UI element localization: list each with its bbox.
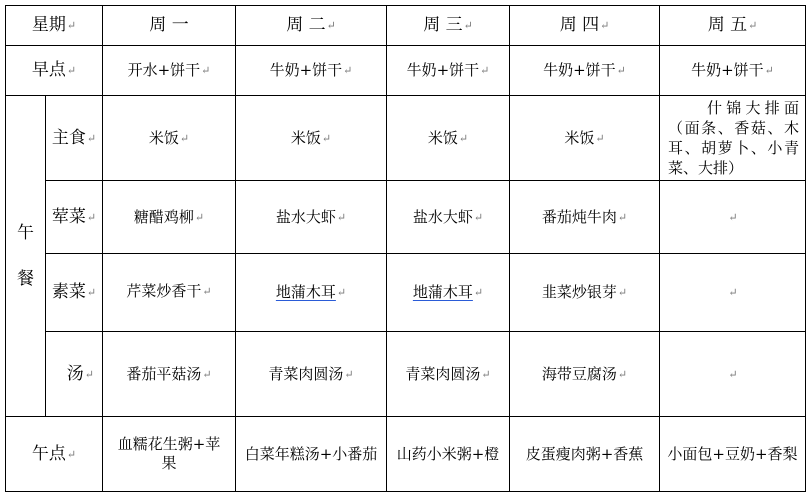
soup-label bbox=[46, 332, 102, 416]
paragraph-mark: ↵ bbox=[179, 131, 190, 145]
paragraph-mark: ↵ bbox=[463, 19, 473, 32]
afternoon-wed bbox=[387, 417, 509, 491]
breakfast-label bbox=[6, 46, 102, 95]
day-label: 周 三 bbox=[423, 15, 463, 35]
paragraph-mark: ↵ bbox=[66, 19, 77, 32]
header-day-wed bbox=[387, 6, 509, 45]
header-corner bbox=[6, 6, 102, 45]
paragraph-mark: ↵ bbox=[86, 210, 97, 224]
paragraph-mark: ↵ bbox=[473, 210, 484, 224]
day-label: 周 四 bbox=[559, 15, 600, 35]
menu-item: 牛奶+饼干 bbox=[543, 61, 616, 79]
staple-thu bbox=[510, 96, 659, 180]
row-label: 午点 bbox=[31, 443, 66, 464]
paragraph-mark: ↵ bbox=[458, 131, 469, 145]
paragraph-mark: ↵ bbox=[748, 19, 758, 32]
lunch-label bbox=[6, 96, 45, 416]
menu-item: 牛奶+饼干 bbox=[691, 61, 764, 79]
paragraph-mark: ↵ bbox=[321, 131, 332, 145]
menu-item: 番茄平菇汤 bbox=[126, 364, 202, 383]
afternoon-mon bbox=[103, 417, 235, 491]
header-day-thu bbox=[510, 6, 659, 45]
paragraph-mark: ↵ bbox=[66, 64, 77, 77]
breakfast-wed bbox=[387, 46, 509, 95]
paragraph-mark: ↵ bbox=[617, 286, 628, 299]
breakfast-tue bbox=[236, 46, 386, 95]
staple-tue bbox=[236, 96, 386, 180]
paragraph-mark: ↵ bbox=[764, 64, 774, 77]
paragraph-mark: ↵ bbox=[201, 64, 211, 77]
vegetable-wed bbox=[387, 254, 509, 331]
paragraph-mark: ↵ bbox=[600, 19, 610, 32]
paragraph-mark: ↵ bbox=[194, 210, 205, 224]
paragraph-mark: ↵ bbox=[728, 367, 738, 381]
vegetable-fri bbox=[660, 254, 805, 331]
paragraph-mark: ↵ bbox=[728, 210, 738, 224]
menu-item: 青菜肉圆汤 bbox=[405, 364, 481, 383]
vegetable-thu bbox=[510, 254, 659, 331]
menu-item: 盐水大虾 bbox=[412, 207, 473, 226]
row-label: 汤 bbox=[66, 363, 84, 384]
header-day-fri bbox=[660, 6, 805, 45]
soup-fri bbox=[660, 332, 805, 416]
day-label: 周 一 bbox=[149, 15, 189, 35]
menu-item: 牛奶+饼干 bbox=[269, 61, 343, 79]
row-label: 早点 bbox=[31, 60, 66, 80]
paragraph-mark: ↵ bbox=[336, 286, 347, 299]
paragraph-mark: ↵ bbox=[617, 210, 628, 224]
soup-thu bbox=[510, 332, 659, 416]
afternoon-tue bbox=[236, 417, 386, 491]
menu-item: 青菜肉圆汤 bbox=[268, 364, 344, 383]
menu-item: 开水+饼干 bbox=[127, 61, 201, 79]
paragraph-mark: ↵ bbox=[481, 367, 491, 381]
menu-item: 芹菜炒香干 bbox=[126, 282, 202, 300]
menu-item: 小面包+豆奶+香梨 bbox=[667, 444, 798, 463]
breakfast-fri bbox=[660, 46, 805, 95]
menu-item: 山药小米粥+橙 bbox=[396, 444, 500, 463]
menu-item: 地蒲木耳 bbox=[412, 283, 473, 301]
menu-item: 地蒲木耳 bbox=[275, 283, 336, 301]
grid-line bbox=[5, 491, 806, 492]
menu-item: 白菜年糕汤+小番茄 bbox=[244, 444, 378, 463]
afternoon-fri bbox=[660, 417, 805, 491]
breakfast-mon bbox=[103, 46, 235, 95]
menu-item: 糖醋鸡柳 bbox=[133, 207, 194, 226]
paragraph-mark: ↵ bbox=[473, 286, 484, 299]
staple-mon bbox=[103, 96, 235, 180]
paragraph-mark: ↵ bbox=[480, 64, 490, 77]
paragraph-mark: ↵ bbox=[343, 64, 353, 77]
day-label: 周 五 bbox=[707, 15, 748, 35]
soup-tue bbox=[236, 332, 386, 416]
paragraph-mark: ↵ bbox=[86, 286, 97, 299]
meat-thu bbox=[510, 181, 659, 253]
vegetable-tue bbox=[236, 254, 386, 331]
staple-label bbox=[46, 96, 102, 180]
menu-item: 什锦大排面（面条、香菇、木耳、胡萝卜、小青菜、大排） bbox=[668, 99, 799, 177]
vegetable-label bbox=[46, 254, 102, 331]
menu-item: 盐水大虾 bbox=[275, 207, 336, 226]
menu-item: 米饭 bbox=[564, 128, 595, 147]
staple-wed bbox=[387, 96, 509, 180]
paragraph-mark: ↵ bbox=[595, 131, 605, 145]
menu-item: 血糯花生粥+苹果 bbox=[117, 435, 221, 472]
soup-wed bbox=[387, 332, 509, 416]
vegetable-mon bbox=[103, 254, 235, 331]
meat-fri bbox=[660, 181, 805, 253]
menu-item: 牛奶+饼干 bbox=[406, 61, 480, 79]
header-day-mon bbox=[103, 6, 235, 45]
paragraph-mark: ↵ bbox=[617, 367, 628, 381]
paragraph-mark: ↵ bbox=[326, 19, 336, 32]
paragraph-mark: ↵ bbox=[66, 447, 77, 461]
menu-item: 韭菜炒银芽 bbox=[541, 283, 617, 301]
meat-wed bbox=[387, 181, 509, 253]
paragraph-mark: ↵ bbox=[86, 131, 97, 145]
meat-tue bbox=[236, 181, 386, 253]
menu-item: 海带豆腐汤 bbox=[541, 364, 617, 383]
paragraph-mark: ↵ bbox=[84, 367, 94, 381]
header-day-tue bbox=[236, 6, 386, 45]
row-label: 荤菜 bbox=[51, 206, 86, 227]
menu-item: 米饭 bbox=[427, 128, 458, 147]
paragraph-mark: ↵ bbox=[336, 210, 347, 224]
paragraph-mark: ↵ bbox=[616, 64, 626, 77]
paragraph-mark: ↵ bbox=[202, 367, 212, 381]
breakfast-thu bbox=[510, 46, 659, 95]
menu-item: 皮蛋瘦肉粥+香蕉 bbox=[525, 444, 644, 463]
day-label: 周 二 bbox=[286, 15, 326, 35]
menu-item: 米饭 bbox=[290, 128, 321, 147]
paragraph-mark: ↵ bbox=[202, 285, 212, 298]
lunch-label-text: 午餐 bbox=[17, 223, 34, 289]
paragraph-mark: ↵ bbox=[728, 286, 738, 299]
meat-mon bbox=[103, 181, 235, 253]
staple-fri bbox=[660, 96, 805, 180]
row-label: 主食 bbox=[51, 127, 86, 148]
row-label: 素菜 bbox=[51, 282, 86, 302]
paragraph-mark: ↵ bbox=[344, 367, 354, 381]
grid-line bbox=[805, 5, 806, 492]
afternoon-thu bbox=[510, 417, 659, 491]
afternoon-label bbox=[6, 417, 102, 491]
soup-mon bbox=[103, 332, 235, 416]
meat-label bbox=[46, 181, 102, 253]
header-corner-label: 星期 bbox=[31, 15, 66, 35]
menu-item: 番茄炖牛肉 bbox=[541, 207, 617, 226]
menu-item: 米饭 bbox=[148, 128, 179, 147]
